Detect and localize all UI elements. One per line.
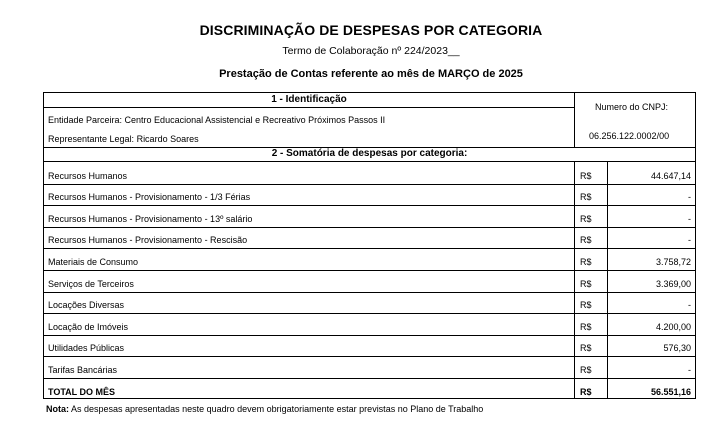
table-row: [44, 335, 695, 357]
category-label: Locações Diversas: [48, 300, 125, 311]
cnpj-value: 06.256.122.0002/00: [589, 131, 670, 141]
partner-entity: Entidade Parceira: Centro Educacional Assistencial e Recreativo Próximos Passos II: [48, 115, 386, 125]
identification-section-title: 1 - Identificação: [271, 94, 347, 105]
currency-symbol: R$: [580, 300, 592, 311]
table-row: [44, 184, 695, 206]
table-row: [44, 205, 695, 227]
total-label: TOTAL DO MÊS: [48, 386, 116, 397]
category-label: Recursos Humanos - Provisionamento - 13º salário: [48, 213, 253, 224]
category-label: Materiais de Consumo: [48, 256, 139, 267]
amount-value: 44.647,14: [650, 170, 691, 181]
category-label: Serviços de Terceiros: [48, 278, 134, 289]
currency-symbol: R$: [580, 364, 592, 375]
legal-representative: Representante Legal: Ricardo Soares: [48, 134, 199, 144]
amount-value: 3.758,72: [655, 256, 691, 267]
category-label: Recursos Humanos - Provisionamento - Rescisão: [48, 235, 248, 246]
footnote: [46, 404, 483, 414]
currency-symbol: R$: [580, 256, 592, 267]
table-row: [44, 313, 695, 335]
table-row: [44, 162, 695, 184]
expenses-section-title: 2 - Somatória de despesas por categoria:: [271, 148, 468, 159]
currency-symbol: R$: [580, 213, 592, 224]
cnpj-label: Numero do CNPJ:: [595, 102, 669, 112]
amount-value: -: [688, 213, 691, 224]
total-row: [44, 378, 695, 400]
table-row: [44, 270, 695, 292]
amount-value: 3.369,00: [655, 278, 691, 289]
currency-symbol: R$: [580, 278, 592, 289]
document-title: DISCRIMINAÇÃO DE DESPESAS POR CATEGORIA: [199, 22, 543, 38]
table-row: [44, 227, 695, 249]
amount-value: 4.200,00: [655, 321, 691, 332]
reporting-period: Prestação de Contas referente ao mês de MARÇO de 2025: [219, 68, 523, 80]
total-amount: 56.551,16: [650, 386, 691, 397]
table-row: [44, 356, 695, 378]
footnote-prefix: Nota:: [46, 404, 69, 414]
table-row: [44, 248, 695, 270]
table-row: [44, 292, 695, 314]
currency-symbol: R$: [580, 343, 592, 354]
currency-symbol: R$: [580, 321, 592, 332]
amount-value: -: [688, 235, 691, 246]
category-label: Utilidades Públicas: [48, 343, 125, 354]
category-label: Tarifas Bancárias: [48, 364, 118, 375]
divider: [44, 107, 574, 108]
currency-symbol: R$: [580, 386, 592, 397]
category-label: Recursos Humanos - Provisionamento - 1/3 Férias: [48, 192, 251, 203]
expense-table: [43, 92, 696, 399]
amount-value: 576,30: [663, 343, 691, 354]
divider: [574, 93, 575, 147]
currency-symbol: R$: [580, 192, 592, 203]
amount-value: -: [688, 364, 691, 375]
category-label: Locação de Imóveis: [48, 321, 129, 332]
document-subtitle: Termo de Colaboração nº 224/2023__: [282, 45, 460, 57]
currency-symbol: R$: [580, 235, 592, 246]
footnote-text: As despesas apresentadas neste quadro devem obrigatoriamente estar previstas no Plano de Trabalho: [69, 404, 484, 414]
currency-symbol: R$: [580, 170, 592, 181]
category-label: Recursos Humanos: [48, 170, 128, 181]
amount-value: -: [688, 192, 691, 203]
amount-value: -: [688, 300, 691, 311]
